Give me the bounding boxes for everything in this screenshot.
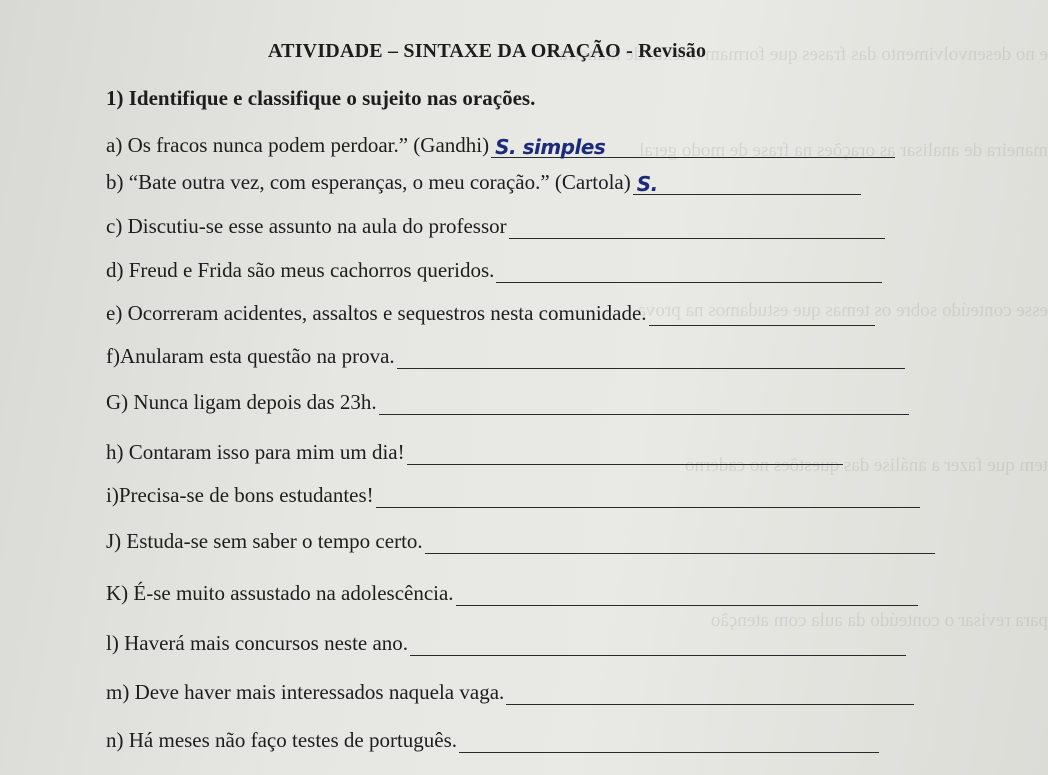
answer-field-a[interactable] — [491, 137, 895, 158]
answer-field-l[interactable] — [410, 635, 906, 656]
answer-field-n[interactable] — [459, 732, 879, 753]
answer-field-k[interactable] — [456, 585, 918, 606]
handwritten-answer: S. simples — [495, 135, 606, 159]
sentence-text: m) Deve haver mais interessados naquela vaga. — [106, 680, 505, 704]
answer-field-d[interactable] — [496, 262, 882, 283]
bleed-through-text: e no desenvolvimento das frases que formam o texto de maneira — [559, 44, 1048, 65]
sentence-text: f)Anularam esta questão na prova. — [106, 344, 395, 368]
answer-field-m[interactable] — [506, 684, 914, 705]
sentence-text: n) Há meses não faço testes de português. — [106, 728, 458, 752]
sentence-line-c — [106, 214, 885, 239]
sentence-line-m — [106, 680, 914, 705]
bleed-through-text: maneira de analisar as orações na frase de modo geral — [639, 140, 1048, 161]
sentence-text: a) Os fracos nunca podem perdoar.” (Gandhi) — [106, 133, 490, 157]
bleed-through-text: esse conteúdo sobre os temas que estudamos na prova — [637, 300, 1048, 321]
sentence-line-b — [106, 170, 861, 195]
sentence-text: K) É-se muito assustado na adolescência. — [106, 581, 454, 605]
answer-field-j[interactable] — [425, 533, 935, 554]
sentence-text: G) Nunca ligam depois das 23h. — [106, 390, 377, 414]
sentence-line-l — [106, 631, 906, 656]
sentence-text: l) Haverá mais concursos neste ano. — [106, 631, 409, 655]
answer-field-b[interactable] — [633, 174, 861, 195]
sentence-line-a — [106, 133, 895, 158]
sentence-text: b) “Bate outra vez, com esperanças, o meu coração.” (Cartola) — [106, 170, 631, 194]
sentence-line-j — [106, 529, 935, 554]
sentence-text: d) Freud e Frida são meus cachorros queridos. — [106, 258, 495, 282]
sentence-line-n — [106, 728, 879, 753]
answer-field-g[interactable] — [379, 394, 909, 415]
sentence-line-i — [106, 483, 920, 508]
answer-field-h[interactable] — [407, 444, 843, 465]
sentence-line-d — [106, 258, 882, 283]
answer-field-c[interactable] — [509, 218, 885, 239]
bleed-through-text: para revisar o conteúdo da aula com atenção — [710, 610, 1048, 631]
answer-field-f[interactable] — [397, 348, 905, 369]
worksheet-title: ATIVIDADE – SINTAXE DA ORAÇÃO - Revisão — [268, 40, 707, 62]
sentence-line-f — [106, 344, 905, 369]
handwritten-answer: S. — [636, 172, 658, 196]
sentence-text: J) Estuda-se sem saber o tempo certo. — [106, 529, 423, 553]
bleed-through-text: tem que fazer a análise das questões no caderno — [685, 455, 1048, 476]
sentence-text: h) Contaram isso para mim um dia! — [106, 440, 405, 464]
question-instruction: 1) Identifique e classifique o sujeito nas orações. — [106, 86, 536, 110]
sentence-text: e) Ocorreram acidentes, assaltos e sequestros nesta comunidade. — [106, 301, 647, 325]
sentence-line-g — [106, 390, 909, 415]
answer-field-i[interactable] — [376, 487, 920, 508]
sentence-line-k — [106, 581, 918, 606]
sentence-text: i)Precisa-se de bons estudantes! — [106, 483, 374, 507]
sentence-line-h — [106, 440, 843, 465]
sentence-line-e — [106, 301, 875, 326]
answer-field-e[interactable] — [649, 305, 875, 326]
sentence-text: c) Discutiu-se esse assunto na aula do professor — [106, 214, 507, 238]
